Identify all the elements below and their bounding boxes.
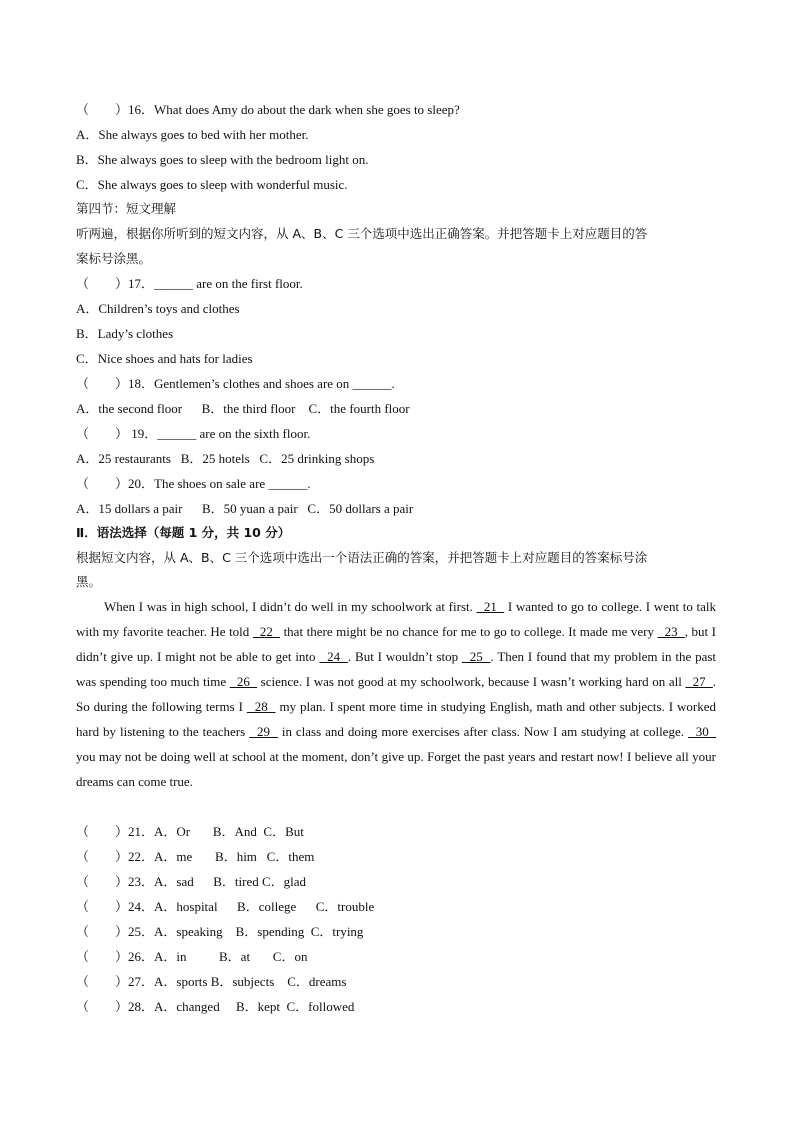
- option-16-b: B．She always goes to sleep with the bedroom light on.: [76, 152, 369, 167]
- passage-text: my plan. I spent more time in studying English, math and other subjects. I worked hard by listening to the teachers: [76, 699, 716, 739]
- blank-28: 28: [246, 699, 276, 714]
- passage-text: in class and doing more exercises after class. Now I am studying at college.: [277, 724, 688, 739]
- passage-text: . So during the following terms I: [76, 674, 717, 714]
- cloze-passage: [76, 594, 716, 794]
- section-2-instruction-line1: 根据短文内容，从 A、B、C 三个选项中选出一个语法正确的答案，并把答题卡上对应题目的答案标号涂: [76, 550, 648, 565]
- passage-text: When I was in high school, I didn’t do well in my schoolwork at first.: [104, 599, 477, 614]
- option-16-a: A．She always goes to bed with her mother.: [76, 127, 309, 142]
- options-18: A．the second floor B．the third floor C．the fourth floor: [76, 401, 410, 416]
- question-20: （ ）20．The shoes on sale are ______.: [76, 476, 311, 491]
- question-28: （ ）28．A．changed B．kept C．followed: [76, 999, 355, 1014]
- question-27: （ ）27．A．sports B．subjects C．dreams: [76, 974, 347, 989]
- passage-text: I wanted to go to college. I went to talk with my favorite teacher. He told: [76, 599, 716, 639]
- question-23: （ ）23．A．sad B．tired C．glad: [76, 874, 307, 889]
- section-2-heading: Ⅱ．语法选择（每题 1 分，共 10 分）: [76, 525, 291, 540]
- passage-text: . Then I found that my problem in the past was spending too much time: [76, 649, 717, 689]
- passage-text: that there might be no chance for me to go to college. It made me very: [280, 624, 658, 639]
- option-17-c: C．Nice shoes and hats for ladies: [76, 351, 253, 366]
- section-2-instruction-line2: 黑。: [76, 574, 102, 589]
- blank-25: 25: [461, 649, 491, 664]
- blank-27: 27: [685, 674, 713, 689]
- question-16: （ ）16．What does Amy do about the dark when she goes to sleep?: [76, 102, 460, 117]
- section-4-instruction-line1: 听两遍，根据你所听到的短文内容，从 A、B、C 三个选项中选出正确答案。并把答题卡上对应题目的答: [76, 226, 648, 241]
- question-25: （ ）25．A．speaking B．spending C．trying: [76, 924, 364, 939]
- passage-text: , but I didn’t give up. I might not be able to get into: [76, 624, 717, 664]
- question-17: （ ）17．______ are on the first floor.: [76, 276, 303, 291]
- question-24: （ ）24．A．hospital B．college C．trouble: [76, 899, 375, 914]
- blank-26: 26: [229, 674, 258, 689]
- passage-text: . But I wouldn’t stop: [347, 649, 462, 664]
- blank-30: 30: [687, 724, 717, 739]
- question-21: （ ）21．A．Or B．And C．But: [76, 824, 304, 839]
- option-17-b: B．Lady’s clothes: [76, 326, 174, 341]
- question-22: （ ）22．A．me B．him C．them: [76, 849, 315, 864]
- question-19: （ ） 19．______ are on the sixth floor.: [76, 426, 311, 441]
- blank-29: 29: [249, 724, 278, 739]
- section-4-title: 第四节：短文理解: [76, 201, 177, 216]
- blank-24: 24: [319, 649, 348, 664]
- blank-22: 22: [252, 624, 281, 639]
- passage-text: science. I was not good at my schoolwork, because I wasn’t working hard on all: [257, 674, 686, 689]
- options-19: A．25 restaurants B．25 hotels C．25 drinking shops: [76, 451, 375, 466]
- section-4-instruction-line2: 案标号涂黑。: [76, 251, 152, 266]
- option-16-c: C．She always goes to sleep with wonderful music.: [76, 177, 348, 192]
- blank-21: 21: [476, 599, 505, 614]
- option-17-a: A．Children’s toys and clothes: [76, 301, 240, 316]
- passage-text: you may not be doing well at school at the moment, don’t give up. Forget the past years and restart now! I believe all your dreams can come true.: [76, 749, 716, 789]
- question-18: （ ）18．Gentlemen’s clothes and shoes are on ______.: [76, 376, 395, 391]
- question-26: （ ）26．A．in B．at C．on: [76, 949, 308, 964]
- blank-23: 23: [657, 624, 685, 639]
- options-20: A．15 dollars a pair B．50 yuan a pair C．50 dollars a pair: [76, 501, 414, 516]
